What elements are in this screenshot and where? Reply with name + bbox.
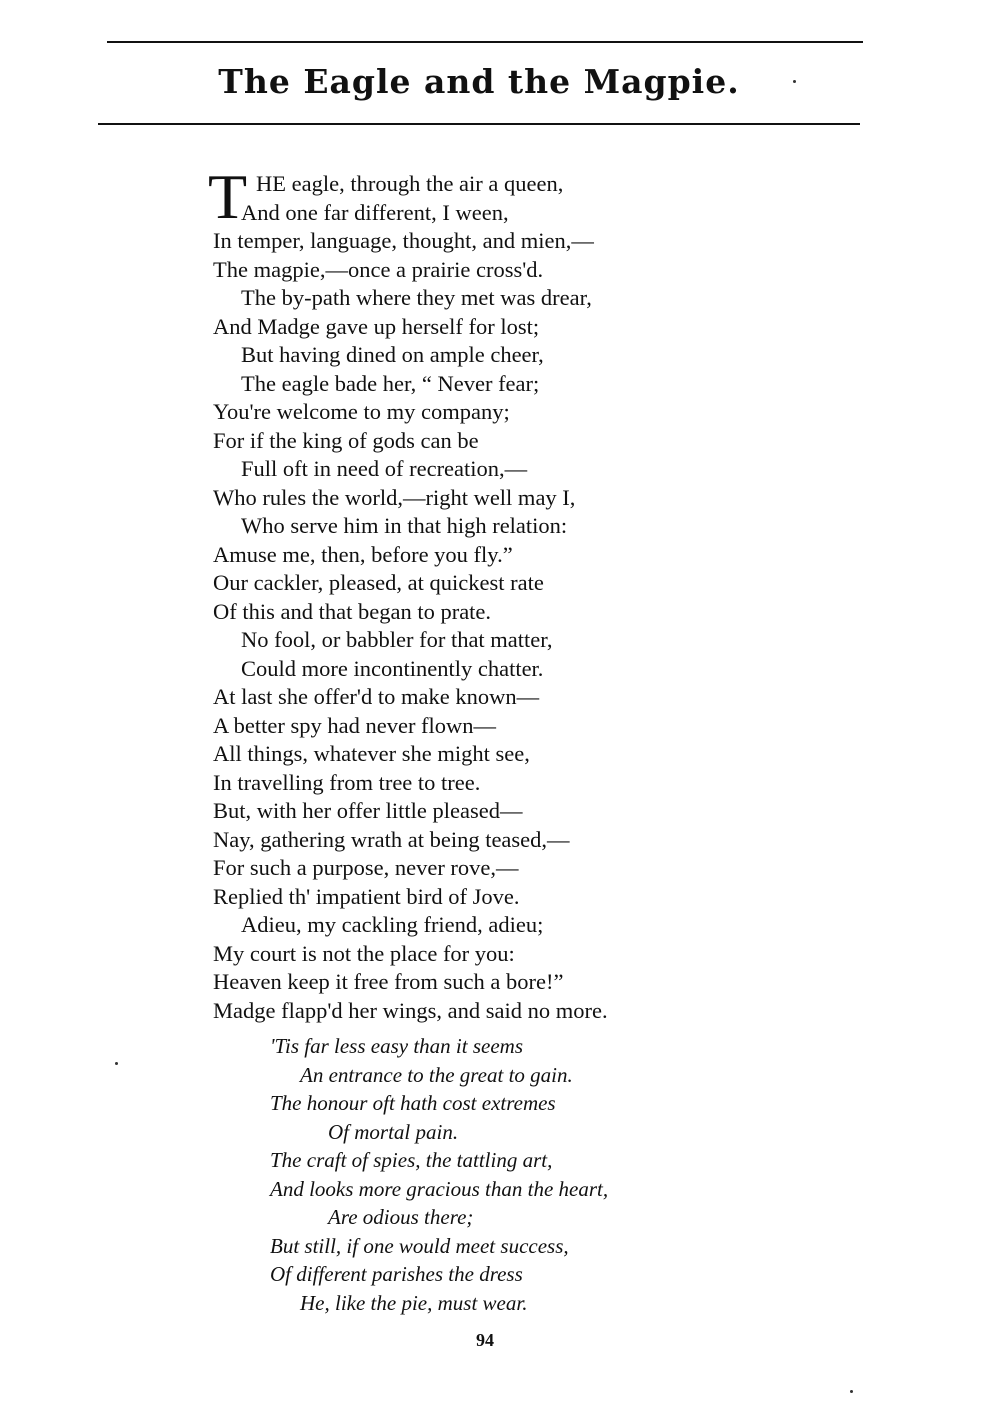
poem-line: An entrance to the great to gain.	[300, 1062, 573, 1087]
poem-line: And looks more gracious than the heart,	[270, 1176, 609, 1201]
poem-line: A better spy had never flown—	[213, 712, 497, 738]
poem-line: The honour oft hath cost extremes	[270, 1091, 556, 1115]
poem-line: Could more incontinently chatter.	[241, 655, 544, 681]
poem-line: Who rules the world,—right well may I,	[213, 484, 576, 510]
poem-line: HE eagle, through the air a queen,	[256, 171, 564, 196]
poem-line: Of different parishes the dress	[270, 1262, 523, 1286]
poem-line: But, with her offer little pleased—	[213, 798, 523, 823]
poem-line: And one far different, I ween,	[241, 199, 509, 225]
print-speck	[115, 1062, 118, 1065]
poem-line: For such a purpose, never rove,—	[213, 855, 519, 880]
poem-line: Heaven keep it free from such a bore!”	[213, 969, 564, 994]
poem-line: The craft of spies, the tattling art,	[270, 1148, 553, 1172]
poem-moral	[270, 1032, 790, 1317]
poem-line: He, like the pie, must wear.	[300, 1290, 528, 1315]
poem-line: Madge flapp'd her wings, and said no more.	[213, 997, 608, 1023]
poem-line: Of mortal pain.	[328, 1119, 459, 1144]
header-rule-top	[107, 41, 863, 43]
poem-line: But still, if one would meet success,	[270, 1233, 569, 1258]
poem-line: Are odious there;	[328, 1205, 474, 1229]
poem-line: In travelling from tree to tree.	[213, 769, 481, 795]
page-number: 94	[476, 1330, 494, 1350]
poem-line: And Madge gave up herself for lost;	[213, 313, 540, 339]
poem-line: All things, whatever she might see,	[213, 741, 530, 766]
poem-line: Amuse me, then, before you fly.”	[213, 541, 513, 567]
poem-line: The eagle bade her, “ Never fear;	[241, 370, 540, 396]
print-speck	[850, 1390, 853, 1393]
page-title: The Eagle and the Magpie.	[218, 62, 740, 101]
print-speck	[793, 80, 796, 83]
poem-line: Of this and that began to prate.	[213, 598, 492, 624]
header-rule-bottom	[98, 123, 860, 125]
poem-line: At last she offer'd to make known—	[213, 684, 540, 709]
poem-line: My court is not the place for you:	[213, 940, 515, 966]
poem-line: Nay, gathering wrath at being teased,—	[213, 826, 570, 852]
poem-line: Who serve him in that high relation:	[241, 513, 568, 538]
poem-line: No fool, or babbler for that matter,	[241, 627, 553, 652]
poem-line: Replied th' impatient bird of Jove.	[213, 883, 520, 909]
poem-line: The magpie,—once a prairie cross'd.	[213, 256, 544, 282]
poem-line: Full oft in need of recreation,—	[241, 456, 528, 481]
drop-cap: T	[208, 161, 248, 232]
poem-line: For if the king of gods can be	[213, 427, 479, 453]
poem-line: In temper, language, thought, and mien,—	[213, 228, 594, 253]
poem-line: Our cackler, pleased, at quickest rate	[213, 570, 544, 595]
poem-line: But having dined on ample cheer,	[241, 342, 544, 367]
poem-line: You're welcome to my company;	[213, 399, 510, 424]
poem-body	[213, 170, 773, 1025]
poem-line: 'Tis far less easy than it seems	[270, 1034, 523, 1058]
poem-line: The by-path where they met was drear,	[241, 285, 592, 310]
poem-line: Adieu, my cackling friend, adieu;	[241, 912, 544, 937]
